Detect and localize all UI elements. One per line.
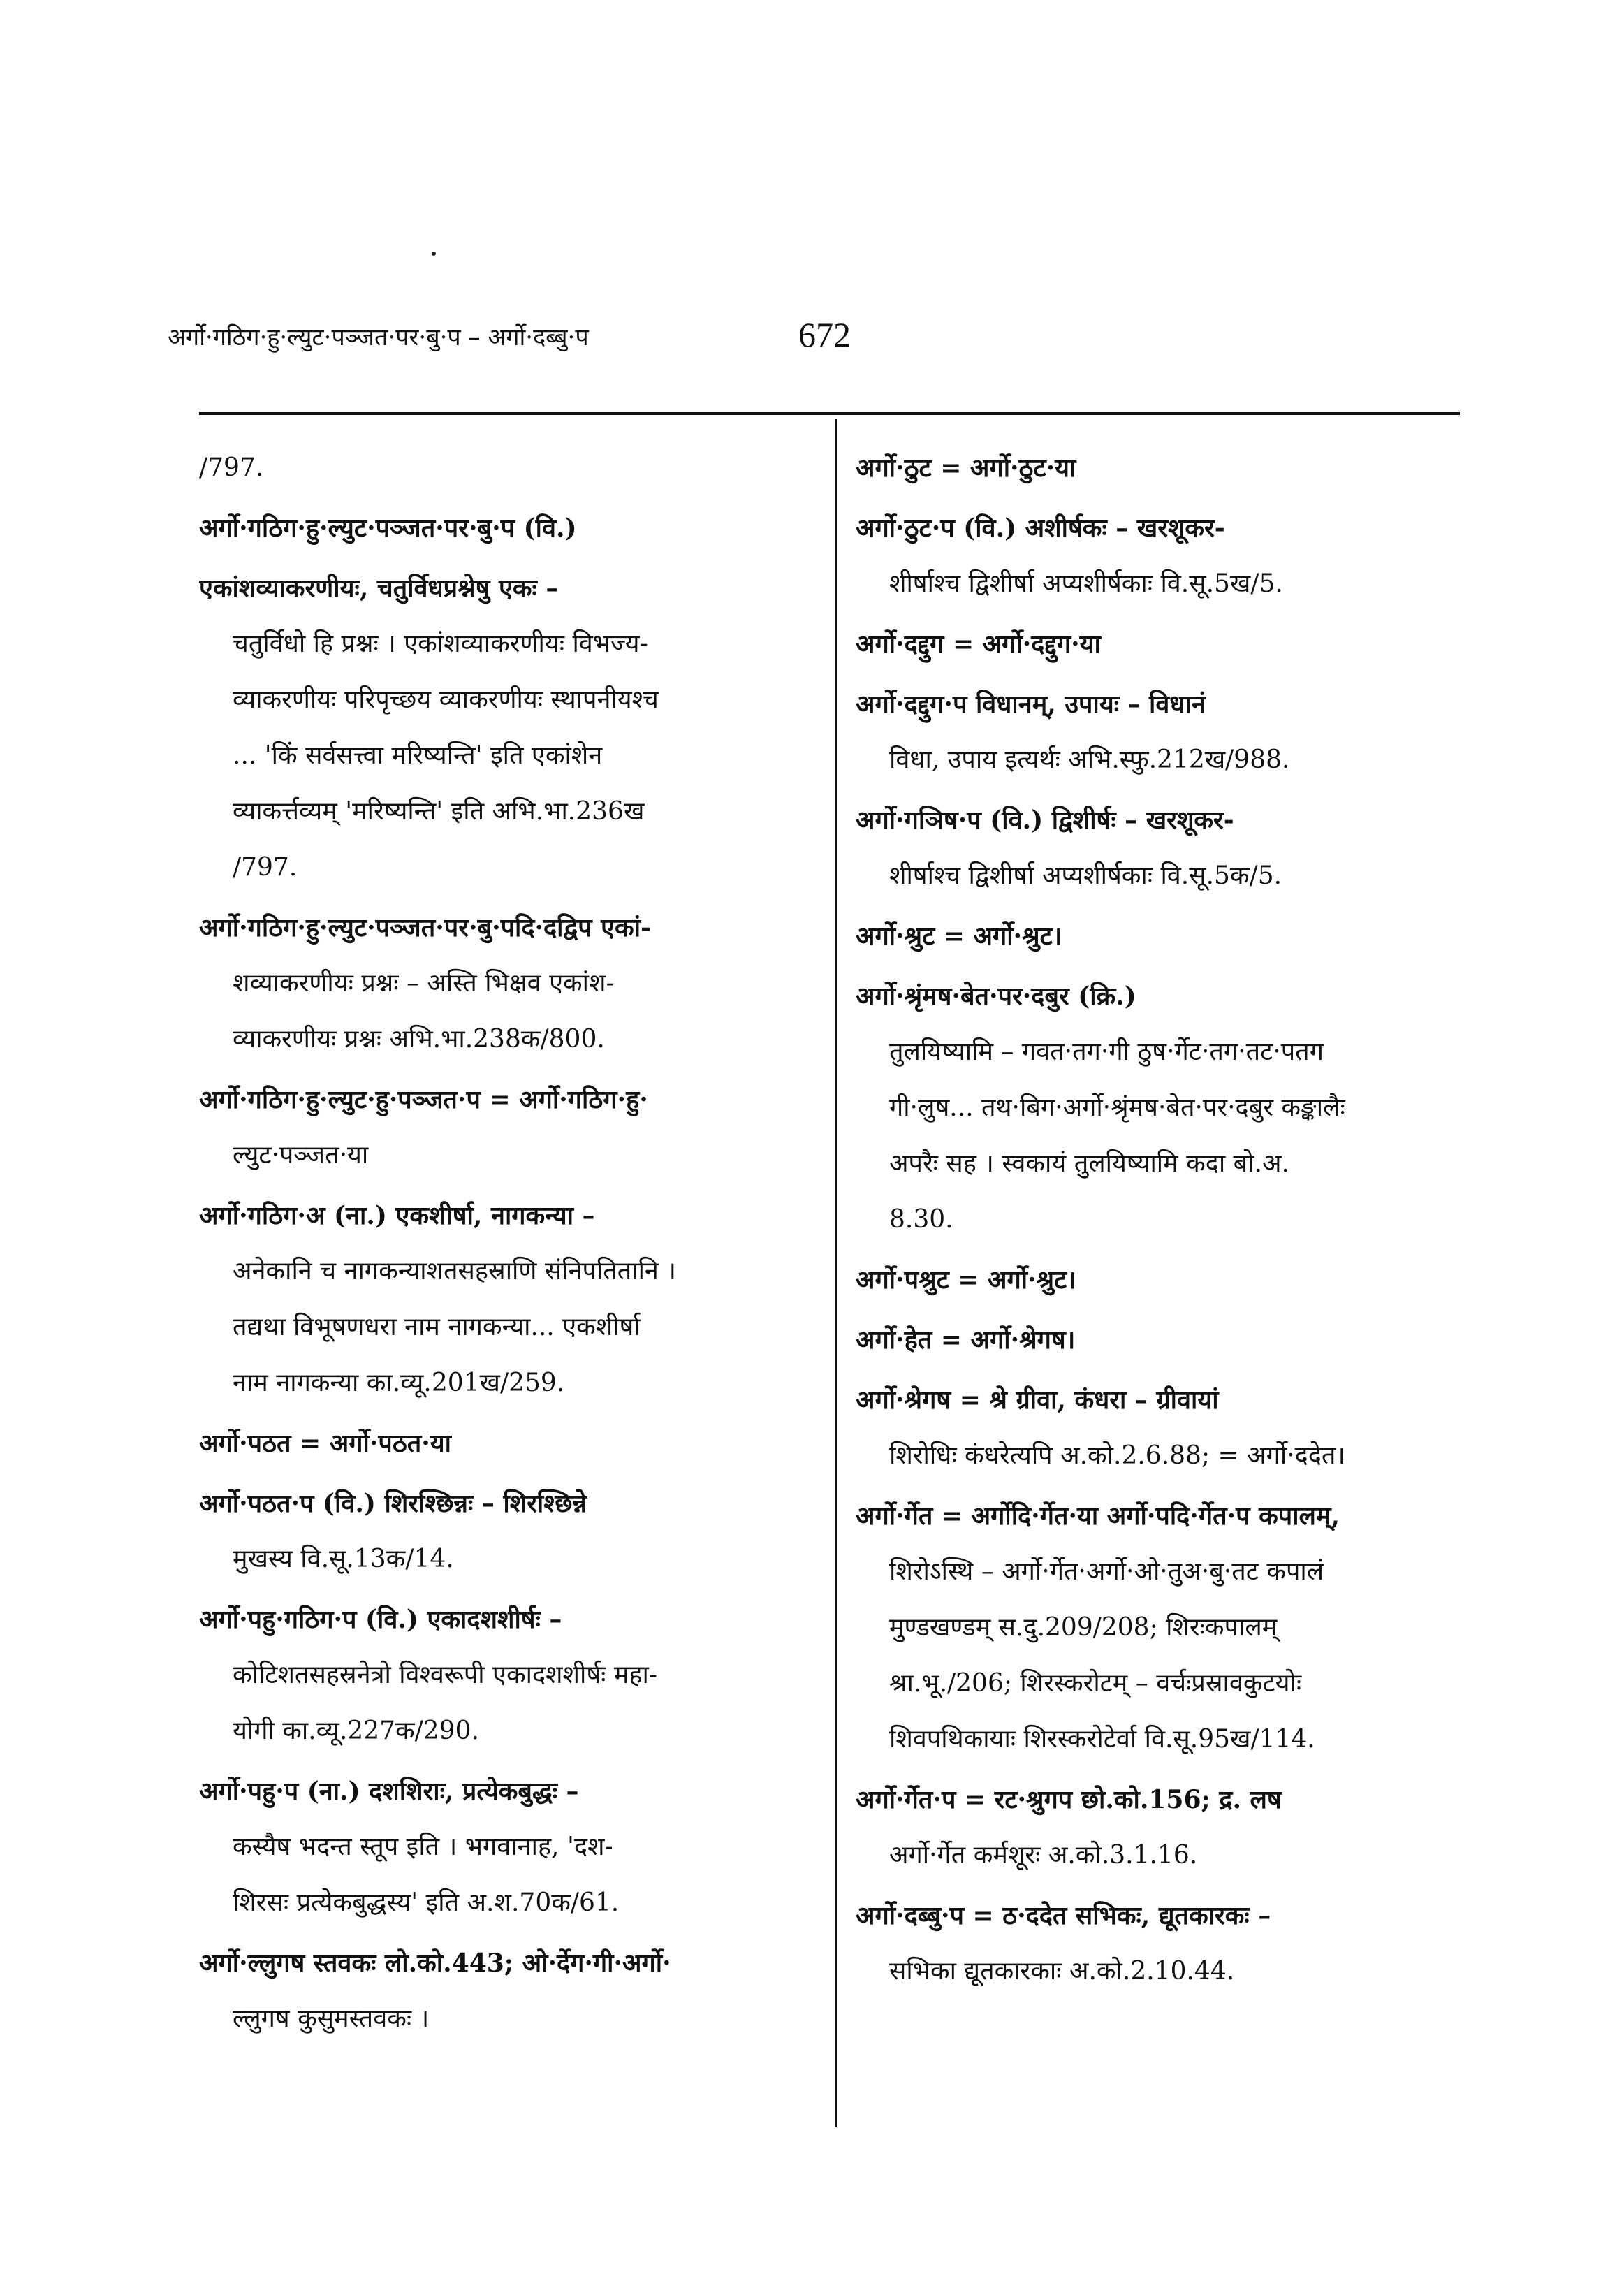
dictionary-entry <box>856 1372 1460 1484</box>
entry-line: चतुर्विधो हि प्रश्नः । एकांशव्याकरणीयः विभज्य- <box>233 629 648 658</box>
entry-line-head: /797. <box>199 453 264 482</box>
entry-line-head: अर्गो·गञिष·प (वि.) द्विशीर्षः – खरशूकर- <box>856 806 1234 835</box>
dictionary-entry <box>199 1935 814 2047</box>
entry-line: तद्यथा विभूषणधरा नाम नागकन्या... एकशीर्षा <box>233 1313 641 1341</box>
entry-line: अपरैः सह । स्वकायं तुलयिष्यामि कदा बो.अ. <box>889 1149 1289 1178</box>
entry-line-head: अर्गो·पहु·गठिग·प (वि.) एकादशशीर्षः – <box>199 1605 562 1634</box>
entry-line-head: अर्गो·र्गेत·प = रट·श्रुगप छो.को.156; द्र. लष <box>856 1785 1282 1814</box>
left-column <box>199 440 814 2051</box>
entry-line: शिरोधिः कंधरेत्यपि अ.को.2.6.88; = अर्गो·ददेत। <box>889 1441 1346 1470</box>
dictionary-entry <box>856 1252 1460 1308</box>
entry-line: शिरसः प्रत्येकबुद्धस्य' इति अ.श.70क/61. <box>233 1888 620 1917</box>
dictionary-entry <box>199 560 814 896</box>
dictionary-entry <box>856 440 1460 496</box>
entry-line-head: अर्गो·र्गेत = अर्गोदि·र्गेत·या अर्गो·पदि·र्गेत·प कपालम्, <box>856 1501 1340 1531</box>
dictionary-entry <box>856 500 1460 612</box>
dictionary-entry <box>856 908 1460 964</box>
entry-line: व्याकर्त्तव्यम् 'मरिष्यन्ति' इति अभि.भा.236ख <box>233 797 645 826</box>
entry-line: ल्लुगष कुसुमस्तवकः । <box>233 2004 430 2033</box>
entry-line: शव्याकरणीयः प्रश्नः – अस्ति भिक्षव एकांश- <box>233 969 615 998</box>
right-column <box>856 440 1460 2004</box>
entry-line: /797. <box>233 853 298 882</box>
dictionary-entry <box>856 1488 1460 1768</box>
dictionary-entry <box>199 440 814 496</box>
page-number: 672 <box>798 315 851 354</box>
dictionary-entry <box>199 1072 814 1183</box>
entry-line: ... 'किं सर्वसत्त्वा मरिष्यन्ति' इति एकांशेन <box>233 741 603 770</box>
entry-line: कस्यैष भदन्त स्तूप इति । भगवानाह, 'दश- <box>233 1833 613 1861</box>
running-head: अर्गो·गठिग·हु·ल्युट·पञ्जत·पर·बु·प – अर्गो·दब्बु·प <box>168 323 589 351</box>
dictionary-entry <box>856 968 1460 1248</box>
entry-line-head: अर्गो·गठिग·हु·ल्युट·पञ्जत·पर·बु·प (वि.) <box>199 513 577 543</box>
entry-line: शिवपथिकायाः शिरस्करोटेर्वा वि.सू.95ख/114. <box>889 1725 1315 1754</box>
entry-line: व्याकरणीयः परिपृच्छय व्याकरणीयः स्थापनीयश्च <box>233 685 659 714</box>
entry-line: कोटिशतसहस्रनेत्रो विश्वरूपी एकादशशीर्षः महा- <box>233 1661 657 1689</box>
entry-line: विधा, उपाय इत्यर्थः अभि.स्फु.212ख/988. <box>889 745 1290 774</box>
entry-line-head: अर्गो·गठिग·हु·ल्युट·हु·पञ्जत·प = अर्गो·गठिग·हु· <box>199 1085 648 1114</box>
entry-line-head: अर्गो·पठत = अर्गो·पठत·या <box>199 1429 451 1458</box>
entry-line-head: अर्गो·दद्दुग = अर्गो·दद्दुग·या <box>856 629 1101 659</box>
entry-line-head: अर्गो·ल्लुगष स्तवकः लो.को.443; ओ·र्देग·गी·अर्गो· <box>199 1948 671 1978</box>
entry-line-head: अर्गो·गठिग·अ (ना.) एकशीर्षा, नागकन्या – <box>199 1201 595 1230</box>
entry-line-head: एकांशव्याकरणीयः, चतुर्विधप्रश्नेषु एकः – <box>199 574 559 603</box>
entry-line: मुखस्य वि.सू.13क/14. <box>233 1545 454 1573</box>
entry-line-head: अर्गो·दद्दुग·प विधानम्, उपायः – विधानं <box>856 690 1206 719</box>
entry-line: ल्युट·पञ्जत·या <box>233 1141 369 1170</box>
dictionary-entry <box>199 1188 814 1411</box>
entry-line: गी·लुष... तथ·बिग·अर्गो·श्रृंमष·बेत·पर·दबुर कङ्कालैः <box>889 1093 1345 1122</box>
entry-line-head: अर्गो·श्रेगष = श्रे ग्रीवा, कंधरा – ग्रीवायां <box>856 1385 1219 1415</box>
dictionary-entry <box>199 1591 814 1759</box>
dictionary-entry <box>856 616 1460 672</box>
dictionary-entry <box>856 1772 1460 1884</box>
entry-line: मुण्डखण्डम् स.दु.209/208; शिरःकपालम् <box>889 1613 1278 1642</box>
entry-line-head: अर्गो·ठुट = अर्गो·ठुट·या <box>856 453 1076 483</box>
dictionary-entry <box>856 792 1460 904</box>
dictionary-entry <box>199 1415 814 1471</box>
entry-line: अनेकानि च नागकन्याशतसहस्राणि संनिपतितानि । <box>233 1257 676 1285</box>
header-rule <box>199 412 1460 415</box>
dictionary-entry <box>199 1476 814 1587</box>
entry-line: शिरोऽस्थि – अर्गो·र्गेत·अर्गो·ओ·तुअ·बु·तट कपालं <box>889 1557 1324 1586</box>
entry-line: 8.30. <box>889 1205 953 1234</box>
dictionary-entry <box>199 1763 814 1931</box>
dictionary-entry <box>856 676 1460 788</box>
entry-line: शीर्षाश्च द्विशीर्षा अप्यशीर्षकाः वि.सू.5क/5. <box>889 861 1282 890</box>
page-header <box>0 314 1624 370</box>
entry-line-head: अर्गो·दब्बु·प = ठ·ददेत सभिकः, द्यूतकारकः – <box>856 1901 1271 1930</box>
entry-line-head: अर्गो·गठिग·हु·ल्युट·पञ्जत·पर·बु·पदि·दद्विप एकां- <box>199 913 651 942</box>
column-divider <box>835 419 837 2127</box>
entry-line-head: अर्गो·पश्रुट = अर्गो·श्रुट। <box>856 1265 1076 1295</box>
entry-line-head: अर्गो·ठुट·प (वि.) अशीर्षकः – खरशूकर- <box>856 513 1225 543</box>
entry-line: योगी का.व्यू.227क/290. <box>233 1717 479 1745</box>
entry-line: अर्गो·र्गेत कर्मशूरः अ.को.3.1.16. <box>889 1841 1198 1870</box>
dictionary-entry <box>856 1312 1460 1368</box>
entry-line: व्याकरणीयः प्रश्नः अभि.भा.238क/800. <box>233 1025 605 1054</box>
entry-line-head: अर्गो·हेत = अर्गो·श्रेगष। <box>856 1325 1076 1355</box>
entry-line: सभिका द्यूतकारकाः अ.को.2.10.44. <box>889 1957 1235 1986</box>
stray-dot <box>432 252 436 256</box>
entry-line: तुलयिष्यामि – गवत·तग·गी ठुष·र्गेट·तग·तट·पतग <box>889 1037 1324 1066</box>
entry-line-head: अर्गो·पठत·प (वि.) शिरश्छिन्नः – शिरश्छिन्ने <box>199 1489 587 1518</box>
dictionary-entry <box>199 500 814 556</box>
entry-line: श्रा.भू./206; शिरस्करोटम् – वर्चःप्रस्रावकुटयोः <box>889 1669 1302 1698</box>
entry-line-head: अर्गो·पहु·प (ना.) दशशिराः, प्रत्येकबुद्धः – <box>199 1777 579 1806</box>
dictionary-entry <box>199 900 814 1068</box>
entry-line-head: अर्गो·श्रृंमष·बेत·पर·दबुर (क्रि.) <box>856 982 1136 1011</box>
entry-line-head: अर्गो·श्रुट = अर्गो·श्रुट। <box>856 921 1062 951</box>
entry-line: शीर्षाश्च द्विशीर्षा अप्यशीर्षकाः वि.सू.5ख/5. <box>889 569 1283 598</box>
dictionary-entry <box>856 1888 1460 1999</box>
entry-line: नाम नागकन्या का.व्यू.201ख/259. <box>233 1369 565 1397</box>
